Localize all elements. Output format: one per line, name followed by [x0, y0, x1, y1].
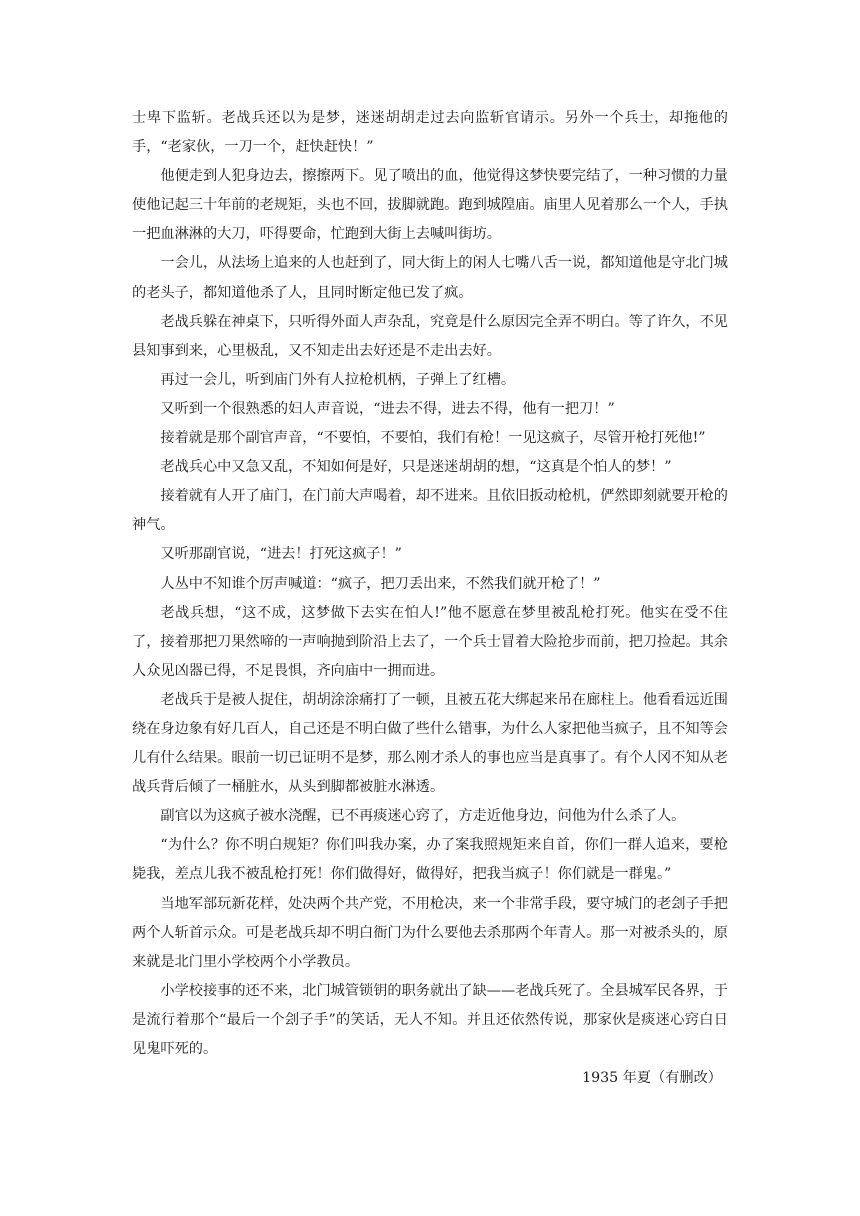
paragraph: 副官以为这疯子被水浇醒，已不再痰迷心窍了，方走近他身边，问他为什么杀了人。	[160, 808, 686, 825]
paragraph: 又听那副官说，“进去！打死这疯子！”	[160, 546, 402, 563]
paragraph: 老战兵心中又急又乱，不知如何是好，只是迷迷胡胡的想，“这真是个怕人的梦！”	[160, 459, 672, 476]
paragraph: 接着就有人开了庙门，在门前大声喝着，却不进来。且依旧扳动枪机，俨然即刻就要开枪的神气。	[132, 488, 728, 534]
paragraph: 他便走到人犯身边去，擦擦两下。见了喷出的血，他觉得这梦快要完结了，一种习惯的力量使他记起三十年前的老规矩，头也不回，拔脚就跑。跑到城隍庙。庙里人见着那么一个人，手执一把血淋淋的大刀，吓得要命，忙跑到大街上去喊叫街坊。	[132, 168, 728, 243]
paragraph: 接着就是那个副官声音，“不要怕，不要怕，我们有枪！一见这疯子，尽管开枪打死他!”	[160, 430, 706, 447]
paragraph: “为什么？你不明白规矩？你们叫我办案，办了案我照规矩来自首，你们一群人追来，要枪毙我，差点儿我不被乱枪打死！你们做得好，做得好，把我当疯子！你们就是一群鬼。”	[132, 837, 728, 883]
paragraph: 士卑下监斩。老战兵还以为是梦，迷迷胡胡走过去向监斩官请示。另外一个兵士，却拖他的手，“老家伙，一刀一个，赶快赶快！”	[132, 110, 728, 156]
paragraph: 一会儿，从法场上追来的人也赶到了，同大街上的闲人七嘴八舌一说，都知道他是守北门城的老头子，都知道他杀了人，且同时断定他已发了疯。	[132, 255, 728, 301]
paragraph: 小学校接事的还不来，北门城管锁钥的职务就出了缺——老战兵死了。全县城军民各界，于是流行着那个“最后一个刽子手”的笑话，无人不知。并且还依然传说，那家伙是痰迷心窍白日见鬼吓死的。	[132, 982, 728, 1057]
story-text	[132, 104, 728, 1093]
paragraph: 老战兵躲在神桌下，只听得外面人声杂乱，究竟是什么原因完全弄不明白。等了许久，不见县知事到来，心里极乱，又不知走出去好还是不走出去好。	[132, 313, 728, 359]
paragraph: 老战兵于是被人捉住，胡胡涂涂痛打了一顿，且被五花大绑起来吊在廊柱上。他看看远近围绕在身边象有好几百人，自己还是不明白做了些什么错事，为什么人家把他当疯子，且不知等会儿有什么结果。眼前一切已证明不是梦，那么刚才杀人的事也应当是真事了。有个人冈不知从老战兵背后倾了一桶脏水，从头到脚都被脏水淋透。	[132, 691, 728, 796]
paragraph: 老战兵想，“这不成，这梦做下去实在怕人!”他不愿意在梦里被乱枪打死。他实在受不住了，接着那把刀果然啼的一声响抛到阶沿上去了，一个兵士冒着大险抢步而前，把刀捡起。其余人众见凶器已得，不足畏惧，齐向庙中一拥而进。	[132, 604, 728, 679]
paragraph: 人丛中不知谁个厉声喊道：“疯子，把刀丢出来，不然我们就开枪了！”	[160, 575, 601, 592]
paragraph: 当地军部玩新花样，处决两个共产党，不用枪决，来一个非常手段，要守城门的老刽子手把两个人斩首示众。可是老战兵却不明白衙门为什么要他去杀那两个年青人。那一对被杀头的，原来就是北门里小学校两个小学教员。	[132, 895, 728, 970]
paragraph: 又听到一个很熟悉的妇人声音说，“进去不得，进去不得，他有一把刀！”	[160, 400, 615, 417]
paragraph: 再过一会儿，听到庙门外有人拉枪机柄，子弹上了红槽。	[160, 371, 516, 388]
date-signature: 1935 年夏（有删改）	[582, 1070, 722, 1087]
